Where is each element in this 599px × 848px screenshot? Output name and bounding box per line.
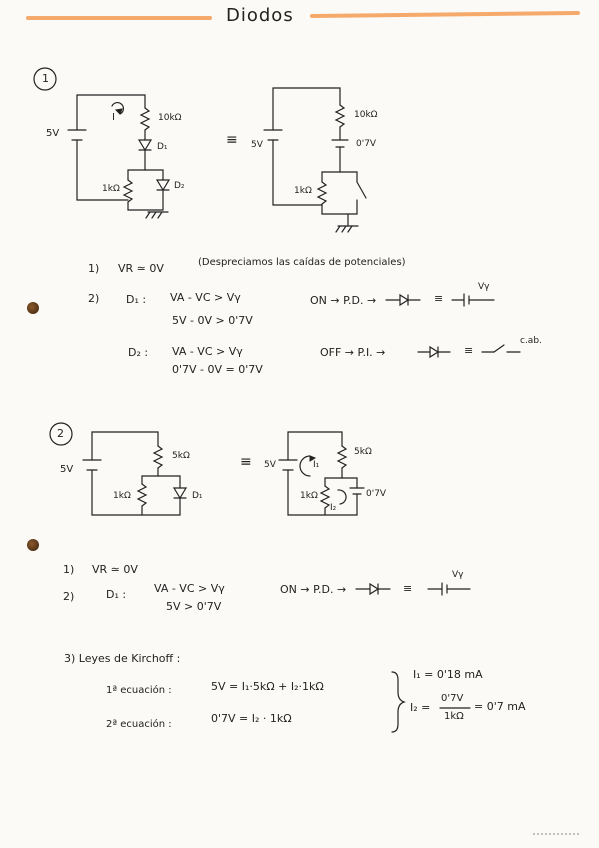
ex1-d2-line2: 0'7V - 0V = 0'7V — [172, 363, 263, 376]
ex2-left-r-top-label: 5kΩ — [172, 451, 190, 461]
ex1-equivalent-sign: ≡ — [226, 132, 238, 148]
ex2-right-vsrc-label: 0'7V — [366, 489, 387, 499]
ex1-d1-equiv: ≡ — [434, 292, 444, 305]
ex2-d1-label: D₁ : — [106, 588, 127, 601]
ex2-step2-number: 2) — [63, 590, 75, 603]
ex1-right-r-bottom-label: 1kΩ — [294, 186, 312, 196]
ex2-step1-text: VR ≃ 0V — [92, 563, 138, 576]
ex2-right-source-label: 5V — [264, 460, 276, 470]
ex2-i2-numerator: 0'7V — [441, 693, 464, 704]
ex1-left-r-bottom-label: 1kΩ — [102, 184, 120, 194]
system-brace — [392, 672, 404, 732]
resistor-1k-icon — [318, 182, 326, 204]
ex1-d1-line2: 5V - 0V > 0'7V — [172, 314, 253, 327]
ex2-eq2-label: 2ª ecuación : — [106, 719, 172, 730]
open-switch-icon — [357, 182, 366, 198]
resistor-5k-icon — [154, 446, 162, 468]
ex1-step1-note: (Despreciamos las caídas de potenciales) — [198, 257, 406, 268]
ex1-left-d1-label: D₁ — [157, 142, 168, 152]
ex2-i1-result: I₁ = 0'18 mA — [413, 668, 483, 681]
open-switch-icon — [494, 345, 504, 352]
ex2-eq2: 0'7V = I₂ · 1kΩ — [211, 712, 292, 725]
ex2-eq1: 5V = I₁·5kΩ + I₂·1kΩ — [211, 680, 324, 693]
ex1-d1-label: D₁ : — [126, 293, 147, 306]
ex2-d1-line2: 5V > 0'7V — [166, 600, 222, 613]
diode-d1-icon — [139, 140, 151, 150]
ex1-d1-vgamma: Vγ — [478, 282, 490, 292]
ex1-step1-number: 1) — [88, 262, 100, 275]
ex2-d1-result: ON → P.D. → — [280, 583, 347, 596]
resistor-10k-icon — [336, 105, 344, 127]
ex2-d1-symbols — [356, 583, 470, 595]
ex2-left-d1-label: D₁ — [192, 491, 203, 501]
ex2-equivalent-sign: ≡ — [240, 454, 252, 470]
ex1-right-circuit — [264, 88, 366, 232]
ex1-d2-cab: c.ab. — [520, 336, 542, 346]
diode-d2-icon — [157, 180, 169, 190]
ex1-right-source-label: 5V — [251, 140, 263, 150]
binder-hole — [27, 539, 39, 551]
ex1-step2-number: 2) — [88, 292, 100, 305]
ex1-left-r-top-label: 10kΩ — [158, 113, 182, 123]
ex2-right-i2-label: I₂ — [330, 503, 337, 513]
ex2-d1-vgamma: Vγ — [452, 570, 464, 580]
ex1-step1-text: VR ≃ 0V — [118, 262, 164, 275]
current-i1-arrow-icon — [300, 456, 310, 476]
resistor-1k-icon — [138, 484, 146, 506]
ex2-left-circuit — [83, 432, 186, 515]
ex1-left-current-label: I — [112, 112, 115, 123]
ex1-d1-line1: VA - VC > Vγ — [170, 291, 241, 304]
ex2-d1-line1: VA - VC > Vγ — [154, 582, 225, 595]
ex2-i2-denominator: 1kΩ — [444, 711, 464, 722]
diode-icon — [400, 295, 408, 305]
page-title: Diodos — [226, 5, 294, 26]
resistor-1k-icon — [321, 486, 329, 508]
ex2-right-r-top-label: 5kΩ — [354, 447, 372, 457]
ex2-left-source-label: 5V — [60, 464, 74, 475]
binder-hole — [27, 302, 39, 314]
ex2-d1-equiv: ≡ — [403, 582, 413, 595]
diode-icon — [370, 584, 378, 594]
ex1-left-source-label: 5V — [46, 128, 60, 139]
ex2-right-circuit — [279, 432, 364, 515]
ex1-d1-result: ON → P.D. → — [310, 294, 377, 307]
current-i2-arrow-icon — [338, 490, 346, 504]
title-highlight-right — [312, 13, 578, 16]
ex1-d2-equiv: ≡ — [464, 344, 474, 357]
ex2-i2-rhs: = 0'7 mA — [474, 700, 526, 713]
ex1-d2-result: OFF → P.I. → — [320, 346, 386, 359]
ex2-right-r-bottom-label: 1kΩ — [300, 491, 318, 501]
ex2-step3-title: 3) Leyes de Kirchoff : — [64, 652, 181, 665]
resistor-5k-icon — [338, 446, 346, 468]
ex2-eq1-label: 1ª ecuación : — [106, 685, 172, 696]
ex1-right-vsrc-label: 0'7V — [356, 139, 377, 149]
ex2-i2-lhs: I₂ = — [410, 701, 431, 714]
diode-d1-icon — [174, 488, 186, 498]
resistor-10k-icon — [141, 108, 149, 130]
ex1-d2-label: D₂ : — [128, 346, 149, 359]
exercise1-number: 1 — [42, 72, 49, 85]
ex1-right-r-top-label: 10kΩ — [354, 110, 378, 120]
resistor-1k-icon — [124, 180, 132, 202]
ex1-d2-line1: VA - VC > Vγ — [172, 345, 243, 358]
ex1-left-d2-label: D₂ — [174, 181, 185, 191]
ex2-left-r-bottom-label: 1kΩ — [113, 491, 131, 501]
ex2-step1-number: 1) — [63, 563, 75, 576]
diode-icon — [430, 347, 438, 357]
ex2-right-i1-label: I₁ — [313, 460, 320, 470]
ex1-left-circuit — [68, 95, 169, 218]
exercise2-number: 2 — [57, 427, 64, 440]
